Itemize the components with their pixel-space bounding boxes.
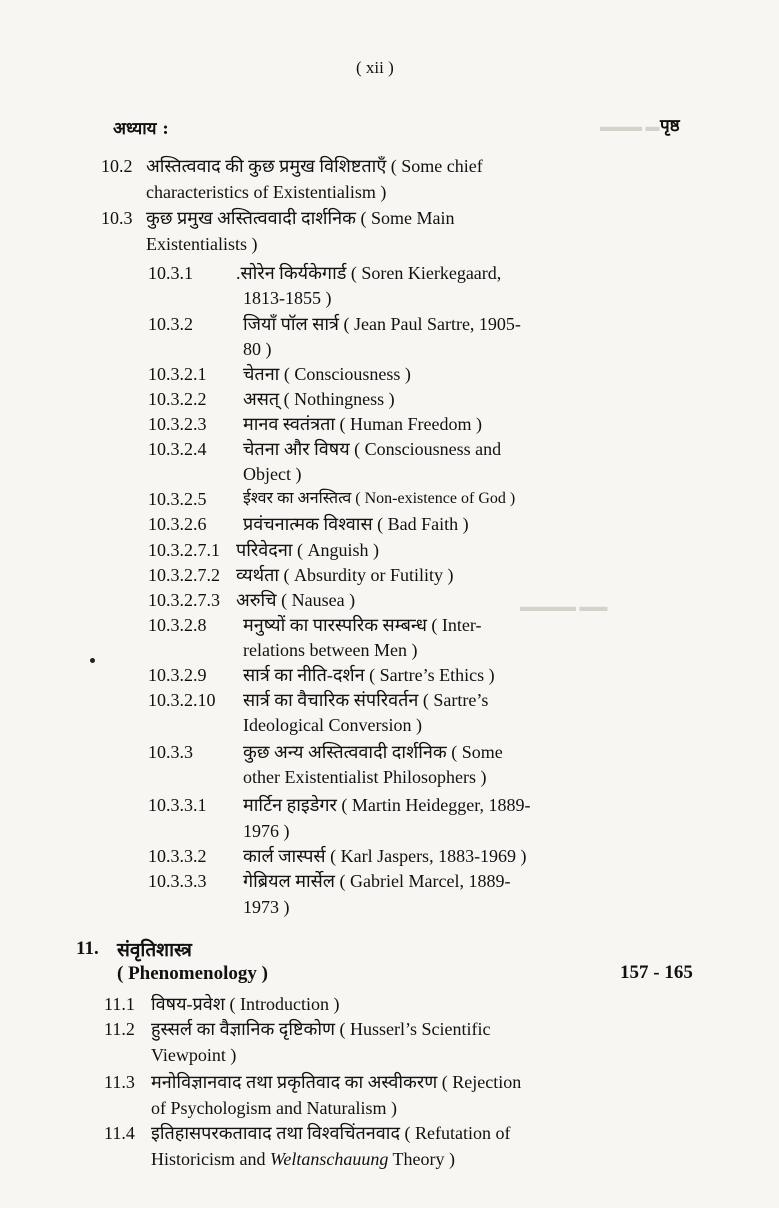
toc-entry: ईश्वर का अनस्तित्व ( Non-existence of God ) <box>243 490 516 507</box>
toc-entry-cont: Viewpoint ) <box>151 1045 237 1065</box>
toc-entry: जियाँ पॉल सार्त्र ( Jean Paul Sartre, 1905- <box>243 314 521 334</box>
toc-entry: मानव स्वतंत्रता ( Human Freedom ) <box>243 414 483 434</box>
toc-entry: विषय-प्रवेश ( Introduction ) <box>151 994 340 1014</box>
toc-number: 10.3.2.1 <box>148 364 207 384</box>
toc-entry-cont: other Existentialist Philosophers ) <box>243 767 487 787</box>
toc-entry-cont-part: Historicism and <box>151 1149 270 1169</box>
chapter-number: 11. <box>76 938 99 959</box>
toc-entry-cont: characteristics of Existentialism ) <box>146 182 387 202</box>
toc-number: 10.3.2.9 <box>148 665 207 685</box>
chapter-title-english: ( Phenomenology ) <box>117 963 268 984</box>
toc-entry-cont-part: Theory ) <box>388 1149 455 1169</box>
toc-entry: चेतना और विषय ( Consciousness and <box>243 439 502 459</box>
toc-entry: सार्त्र का वैचारिक संपरिवर्तन ( Sartre’s <box>243 690 489 710</box>
toc-entry: अस्तित्ववाद की कुछ प्रमुख विशिष्टताएँ ( Some chief <box>146 156 483 176</box>
chapter-column-label: अध्याय : <box>113 119 169 139</box>
toc-entry-cont: Ideological Conversion ) <box>243 715 422 735</box>
toc-entry: व्यर्थता ( Absurdity or Futility ) <box>236 565 454 585</box>
page-number: ( xii ) <box>356 58 394 77</box>
bleed-through-text: ▬▬▬ ▬ <box>600 120 660 135</box>
toc-number: 11.1 <box>104 994 135 1014</box>
toc-entry-italic-term: Weltanschauung <box>270 1149 389 1169</box>
toc-entry: सार्त्र का नीति-दर्शन ( Sartre’s Ethics ) <box>243 665 495 685</box>
toc-entry: कुछ अन्य अस्तित्ववादी दार्शनिक ( Some <box>243 742 503 762</box>
toc-number: 10.3.2.2 <box>148 389 207 409</box>
toc-number: 10.2 <box>101 156 133 176</box>
toc-number: 11.3 <box>104 1072 135 1092</box>
toc-number: 10.3.3.3 <box>148 871 207 891</box>
toc-entry-cont: relations between Men ) <box>243 640 418 660</box>
chapter-title-hindi: संवृतिशास्त्र <box>117 940 192 961</box>
toc-entry-cont: Object ) <box>243 464 302 484</box>
toc-entry-cont: Existentialists ) <box>146 234 258 254</box>
stray-dot <box>90 658 95 663</box>
toc-number: 10.3.2.8 <box>148 615 207 635</box>
toc-number: 10.3 <box>101 208 133 228</box>
toc-entry-cont: 1813-1855 ) <box>243 288 332 308</box>
toc-number: 10.3.2.3 <box>148 414 207 434</box>
toc-number: 10.3.1 <box>148 263 193 283</box>
toc-number: 11.4 <box>104 1123 135 1143</box>
toc-number: 10.3.2.5 <box>148 489 207 509</box>
toc-number: 10.3.2.6 <box>148 514 207 534</box>
toc-entry: मनुष्यों का पारस्परिक सम्बन्ध ( Inter- <box>243 615 482 635</box>
toc-number: 10.3.2.4 <box>148 439 207 459</box>
toc-entry: असत् ( Nothingness ) <box>243 389 395 409</box>
toc-entry: मनोविज्ञानवाद तथा प्रकृतिवाद का अस्वीकरण ( Rejection <box>151 1072 522 1092</box>
toc-entry: अरुचि ( Nausea ) <box>236 590 356 610</box>
toc-entry: हुस्सर्ल का वैज्ञानिक दृष्टिकोण ( Husserl’s Scientific <box>151 1019 491 1039</box>
toc-entry: .सोरेन किर्यकेगार्ड ( Soren Kierkegaard, <box>236 263 502 283</box>
toc-number: 10.3.3 <box>148 742 193 762</box>
toc-entry: चेतना ( Consciousness ) <box>243 364 411 384</box>
toc-entry-cont: 80 ) <box>243 339 272 359</box>
toc-entry: मार्टिन हाइडेगर ( Martin Heidegger, 1889- <box>243 795 531 815</box>
toc-entry: गेब्रियल मार्सेल ( Gabriel Marcel, 1889- <box>243 871 511 891</box>
toc-number: 10.3.3.1 <box>148 795 207 815</box>
toc-entry: कार्ल जास्पर्स ( Karl Jaspers, 1883-1969 ) <box>243 846 527 866</box>
toc-number: 10.3.2.7.2 <box>148 565 220 585</box>
toc-number: 10.3.2.10 <box>148 690 216 710</box>
toc-entry: कुछ प्रमुख अस्तित्ववादी दार्शनिक ( Some Main <box>146 208 455 228</box>
toc-number: 10.3.2.7.1 <box>148 540 220 560</box>
page-column-label: पृष्ठ <box>660 116 680 136</box>
toc-number: 10.3.2 <box>148 314 193 334</box>
toc-entry-cont <box>151 1148 455 1170</box>
toc-number: 10.3.2.7.3 <box>148 590 220 610</box>
toc-number: 10.3.3.2 <box>148 846 207 866</box>
chapter-page-range: 157 - 165 <box>620 962 693 983</box>
toc-entry-cont: of Psychologism and Naturalism ) <box>151 1098 397 1118</box>
toc-entry: प्रवंचनात्मक विश्वास ( Bad Faith ) <box>243 514 469 534</box>
toc-number: 11.2 <box>104 1019 135 1039</box>
bleed-through-text: ▬▬▬▬ ▬▬ <box>520 600 608 615</box>
toc-entry-cont: 1973 ) <box>243 897 290 917</box>
toc-entry-cont: 1976 ) <box>243 821 290 841</box>
toc-entry: इतिहासपरकतावाद तथा विश्वचिंतनवाद ( Refutation of <box>151 1123 511 1143</box>
toc-entry: परिवेदना ( Anguish ) <box>236 540 379 560</box>
